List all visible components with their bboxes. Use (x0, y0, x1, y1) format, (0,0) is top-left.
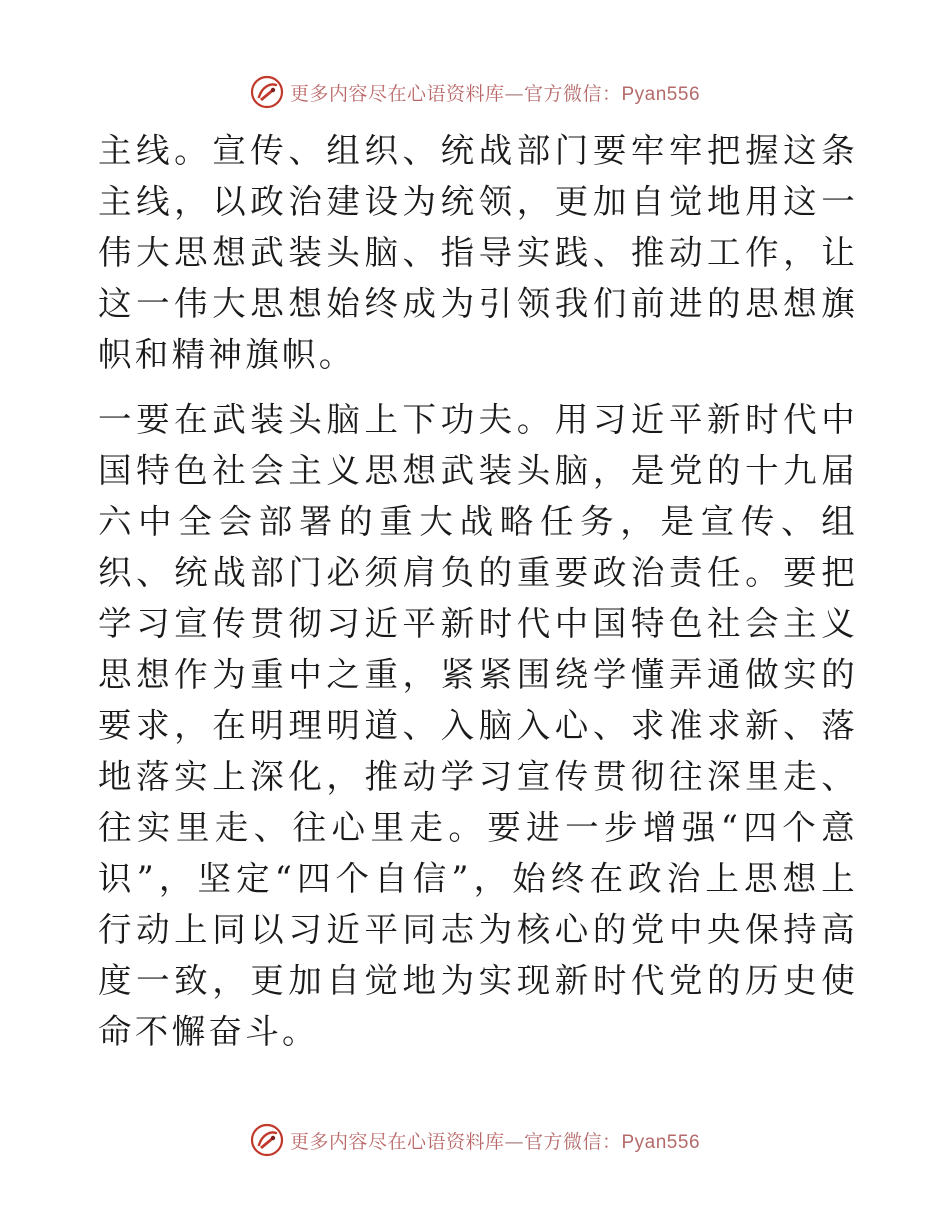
footer-wechat-label: 官方微信： (523, 1130, 622, 1153)
header-brand-text: 更多内容尽在心语资料库 (289, 82, 505, 105)
header-wechat-label: 官方微信： (523, 82, 622, 105)
document-body (98, 125, 858, 1057)
logo-icon (250, 75, 284, 109)
paragraph-1: 主线。宣传、组织、统战部门要牢牢把握这条主线，以政治建设为统领，更加自觉地用这一伟大思想武装头脑、指导实践、推动工作，让这一伟大思想始终成为引领我们前进的思想旗帜和精神旗帜。 (98, 131, 858, 374)
logo-icon (250, 1123, 284, 1157)
footer-banner (0, 1120, 950, 1160)
footer-wechat-id: Pyan556 (621, 1131, 701, 1153)
header-separator: — (504, 82, 524, 105)
footer-brand-text: 更多内容尽在心语资料库 (289, 1130, 505, 1153)
header-banner (0, 72, 950, 112)
header-wechat-id: Pyan556 (621, 83, 701, 105)
footer-banner-text (290, 1127, 700, 1154)
paragraph-2: 一要在武装头脑上下功夫。用习近平新时代中国特色社会主义思想武装头脑，是党的十九届六中全会部署的重大战略任务，是宣传、组织、统战部门必须肩负的重要政治责任。要把学习宣传贯彻习近平新时代中国特色社会主义思想作为重中之重，紧紧围绕学懂弄通做实的要求，在明理明道、入脑入心、求准求新、落地落实上深化，推动学习宣传贯彻往深里走、往实里走、往心里走。要进一步增强“四个意识”，坚定“四个自信”，始终在政治上思想上行动上同以习近平同志为核心的党中央保持高度一致，更加自觉地为实现新时代党的历史使命不懈奋斗。 (98, 400, 858, 1051)
footer-separator: — (504, 1130, 524, 1153)
header-banner-text (290, 79, 700, 106)
